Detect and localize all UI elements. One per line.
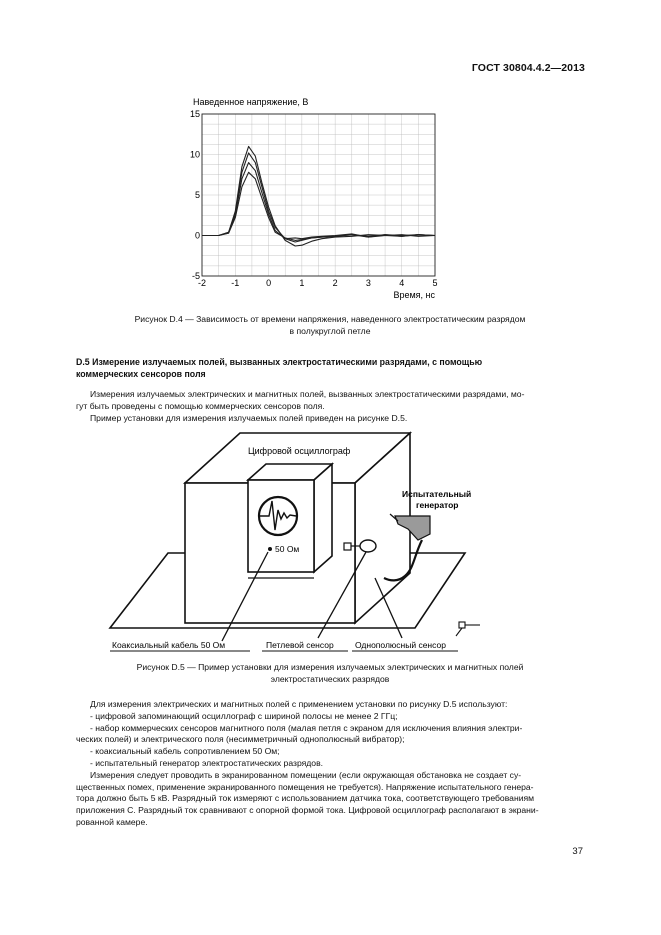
document-header: ГОСТ 30804.4.2—2013 bbox=[471, 62, 585, 74]
loop-sensor bbox=[360, 540, 376, 552]
voltage-time-chart bbox=[180, 92, 470, 307]
paragraph-line: Пример установки для измерения излучаемых полей приведен на рисунке D.5. bbox=[90, 412, 408, 423]
paragraph-line: Измерения излучаемых электрических и магнитных полей, вызванных электростатическими разрядами, мо- bbox=[90, 389, 525, 399]
page-number: 37 bbox=[572, 846, 583, 857]
list-item-continuation: ческих полей) и электрического поля (несимметричный однополюсный вибратор); bbox=[76, 734, 405, 745]
generator-label: генератор bbox=[416, 500, 459, 510]
y-tick-label: 10 bbox=[189, 149, 200, 160]
loop-sensor-connector bbox=[344, 543, 351, 550]
chart-x-axis-label: Время, нс bbox=[393, 290, 435, 300]
y-tick-label: 0 bbox=[194, 230, 200, 241]
x-tick-label: -2 bbox=[197, 278, 207, 288]
figure-d5-caption-line: Рисунок D.5 — Пример установки для измерения излучаемых электрических и магнитных полей bbox=[136, 662, 524, 672]
section-heading-line: D.5 Измерение излучаемых полей, вызванных электростатическими разрядами, с помощью bbox=[76, 357, 483, 367]
section-heading bbox=[76, 356, 596, 380]
paragraph-line: Измерения следует проводить в экранированном помещении (если окружающая обстановка не создает су- bbox=[90, 769, 522, 780]
section-text bbox=[76, 389, 586, 424]
figure-d4-caption bbox=[60, 313, 600, 337]
monopole-sensor-icon bbox=[459, 622, 465, 628]
x-tick-label: 2 bbox=[332, 278, 338, 288]
list-item: - набор коммерческих сенсоров магнитного поля (малая петля с экраном для исключения влияния электри- bbox=[90, 722, 523, 733]
list-item: - цифровой запоминающий осциллограф с шириной полосы не менее 2 ГГц; bbox=[90, 710, 398, 721]
monopole-sensor-label: Однополюсный сенсор bbox=[355, 640, 446, 650]
figure-d5-caption bbox=[60, 661, 600, 685]
chart-ticks bbox=[190, 109, 438, 288]
paragraph-line: Для измерения электрических и магнитных полей с применением установки по рисунку D.5 используют: bbox=[90, 699, 508, 709]
x-tick-label: 5 bbox=[432, 278, 438, 288]
oscilloscope-label: Цифровой осциллограф bbox=[248, 446, 351, 456]
paragraph-line: приложения С. Разрядный ток сравнивают с опорной формой тока. Цифровой осциллограф располагают в экрани- bbox=[76, 805, 539, 816]
measurement-setup-diagram bbox=[100, 428, 500, 660]
figure-d4-caption-line: Рисунок D.4 — Зависимость от времени напряжения, наведенного электростатическим разрядом bbox=[134, 314, 526, 324]
port-label: 50 Ом bbox=[275, 544, 300, 554]
chart-grid bbox=[202, 114, 435, 276]
x-tick-label: 4 bbox=[399, 278, 405, 288]
y-tick-label: 5 bbox=[194, 190, 200, 201]
paragraph-line: гут быть проведены с помощью коммерческих сенсоров поля. bbox=[76, 400, 325, 411]
monopole-connector-line bbox=[456, 628, 462, 636]
x-tick-label: 1 bbox=[299, 278, 305, 288]
figure-d4-caption-line: в полукруглой петле bbox=[289, 326, 371, 336]
x-tick-label: -1 bbox=[231, 278, 240, 288]
list-item: - коаксиальный кабель сопротивлением 50 Ом; bbox=[90, 746, 280, 757]
coax-cable-label: Коаксиальный кабель 50 Ом bbox=[112, 640, 226, 650]
list-item: - испытательный генератор электростатических разрядов. bbox=[90, 757, 324, 768]
body-text bbox=[76, 699, 586, 829]
x-tick-label: 3 bbox=[365, 278, 371, 288]
y-tick-label: 15 bbox=[189, 109, 200, 120]
oscilloscope-side bbox=[314, 464, 332, 572]
loop-sensor-label: Петлевой сенсор bbox=[266, 640, 334, 650]
paragraph-line: рованной камере. bbox=[76, 816, 148, 827]
paragraph-line: щественных помех, применение экранированного помещения не требуется). Напряжение испытательного генера- bbox=[76, 781, 534, 792]
section-heading-line: коммерческих сенсоров поля bbox=[76, 369, 206, 379]
figure-d5-caption-line: электростатических разрядов bbox=[270, 674, 390, 684]
chart-y-axis-label: Наведенное напряжение, В bbox=[193, 97, 309, 107]
paragraph-line: тора должно быть 5 кВ. Разрядный ток измеряют с использованием датчика тока, соответствующего требованиям bbox=[76, 793, 535, 804]
y-tick-label: -5 bbox=[191, 271, 200, 282]
x-tick-label: 0 bbox=[266, 278, 272, 288]
oscilloscope-front bbox=[248, 480, 314, 572]
port-dot bbox=[268, 547, 272, 551]
generator-label: Испытательный bbox=[402, 489, 472, 499]
